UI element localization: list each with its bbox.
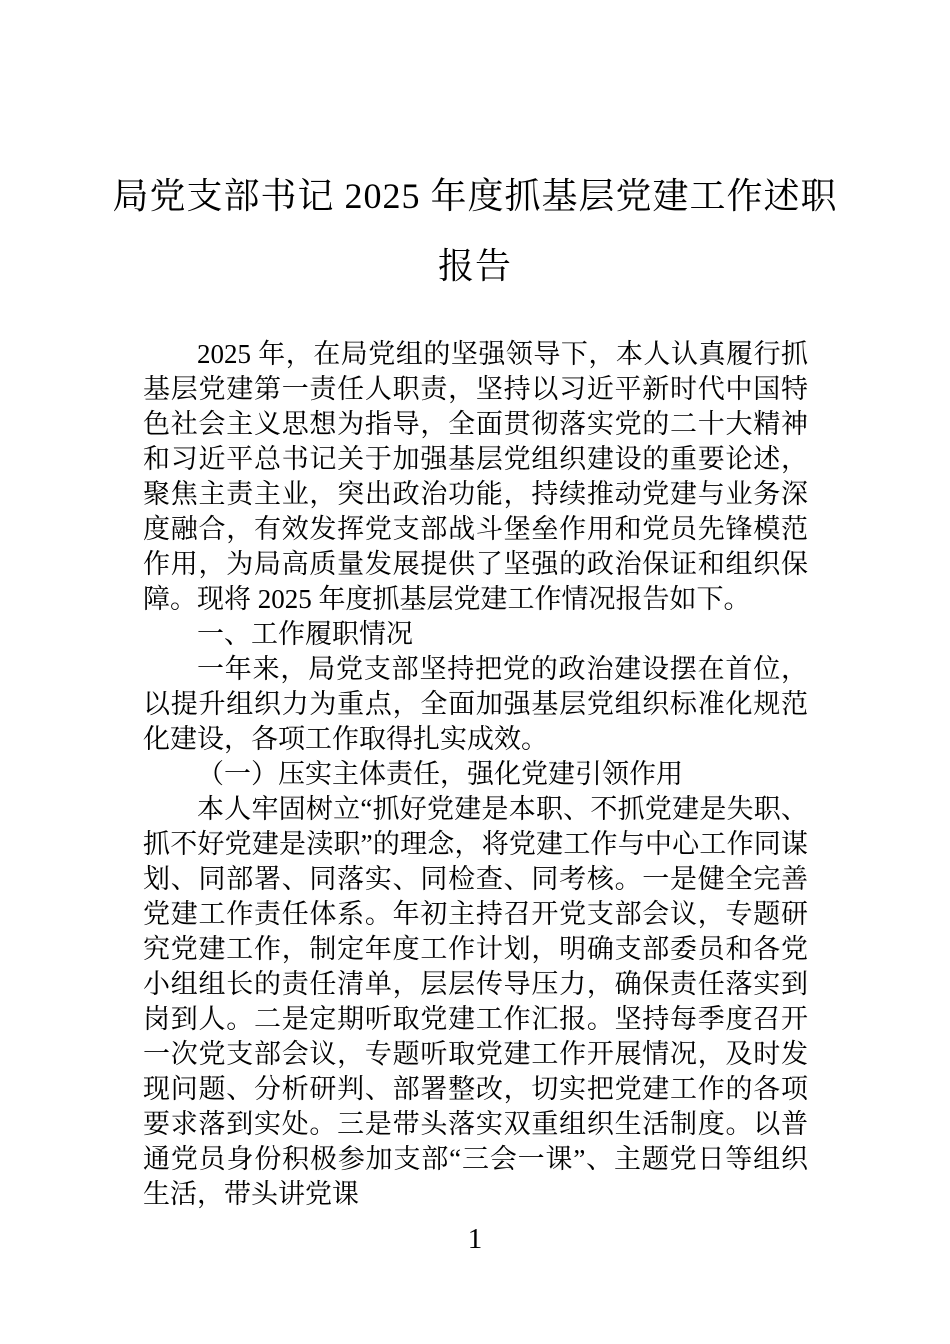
page-number: 1 [467,1223,483,1255]
document-body [143,337,808,1212]
paragraph: 本人牢固树立“抓好党建是本职、不抓党建是失职、抓不好党建是渎职”的理念，将党建工作与中心工作同谋划、同部署、同落实、同检查、同考核。一是健全完善党建工作责任体系。年初主持召开党支部会议，专题研究党建工作，制定年度工作计划，明确支部委员和各党小组组长的责任清单，层层传导压力，确保责任落实到岗到人。二是定期听取党建工作汇报。坚持每季度召开一次党支部会议，专题听取党建工作开展情况，及时发现问题、分析研判、部署整改，切实把党建工作的各项要求落到实处。三是带头落实双重组织生活制度。以普通党员身份积极参加支部“三会一课”、主题党日等组织生活，带头讲党课 [143,794,808,1209]
section-heading: 一、工作履职情况 [197,619,413,649]
document-title: 局党支部书记 2025 年度抓基层党建工作述职报告 [112,176,838,286]
paragraph: 一年来，局党支部坚持把党的政治建设摆在首位，以提升组织力为重点，全面加强基层党组织标准化规范化建设，各项工作取得扎实成效。 [143,654,808,754]
section-heading: （一）压实主体责任，强化党建引领作用 [197,759,683,789]
paragraph: 2025 年，在局党组的坚强领导下，本人认真履行抓基层党建第一责任人职责，坚持以习近平新时代中国特色社会主义思想为指导，全面贯彻落实党的二十大精神和习近平总书记关于加强基层党组织建设的重要论述，聚焦主责主业，突出政治功能，持续推动党建与业务深度融合，有效发挥党支部战斗堡垒作用和党员先锋模范作用，为局高质量发展提供了坚强的政治保证和组织保障。现将 2025 年度抓基层党建工作情况报告如下。 [143,339,808,614]
